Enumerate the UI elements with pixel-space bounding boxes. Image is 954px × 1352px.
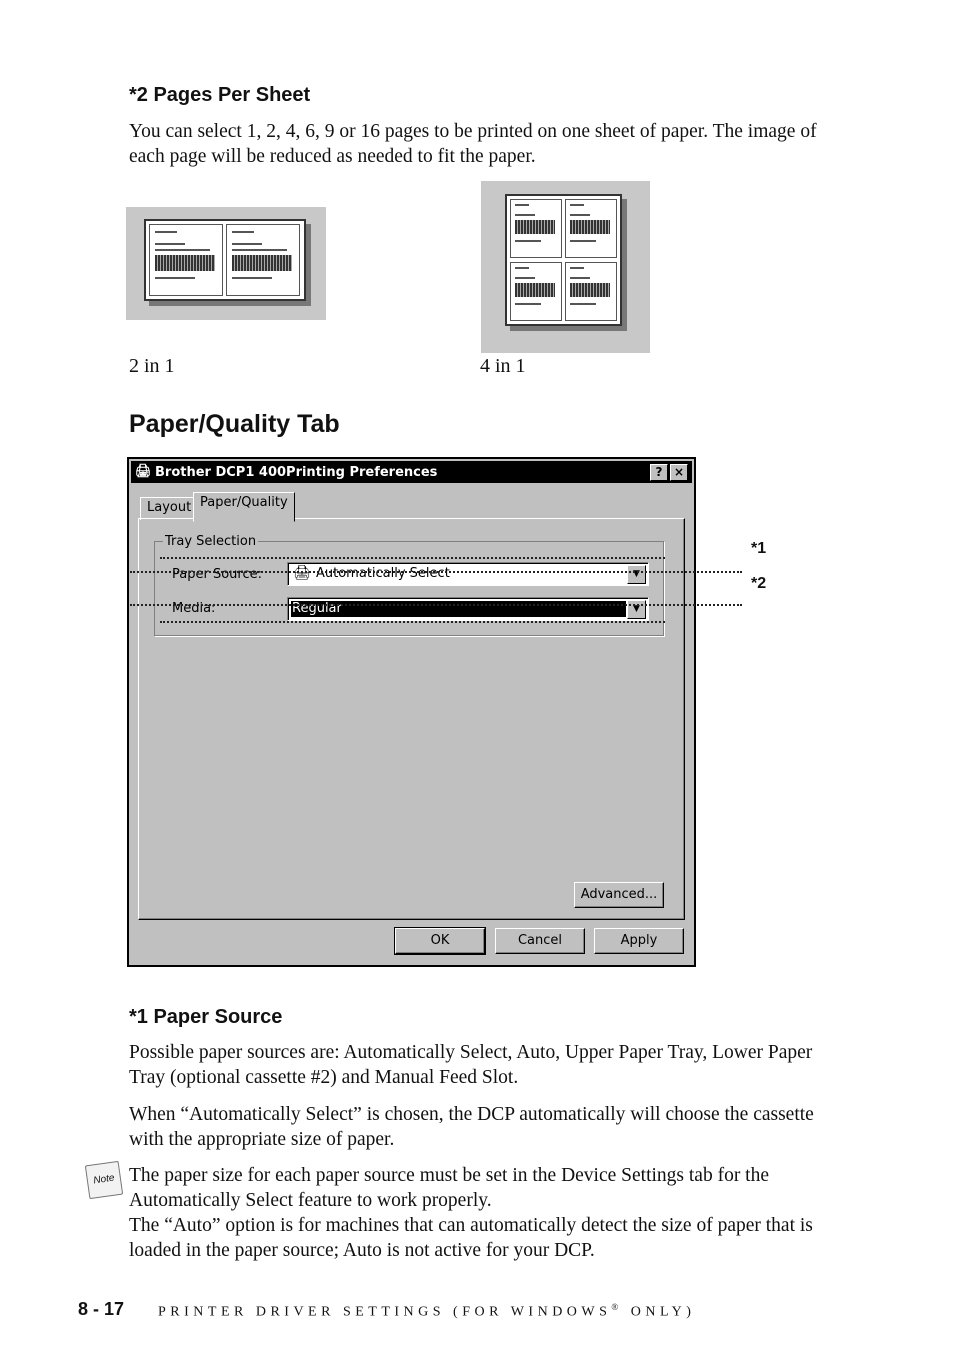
section-heading-paper-source: *1 Paper Source [129, 1006, 283, 1028]
close-button[interactable]: × [670, 464, 688, 481]
callout-outline-top [160, 557, 665, 559]
media-label: Media: [172, 601, 216, 616]
chevron-down-icon[interactable]: ▼ [627, 565, 646, 584]
running-footer [158, 1302, 695, 1321]
note-text [129, 1163, 829, 1263]
callout-line-1 [130, 571, 742, 573]
registered-mark: ® [611, 1302, 623, 1312]
caption-four-in-one: 4 in 1 [480, 355, 526, 377]
paper-source-value: Automatically Select [316, 566, 450, 581]
tab-paper-quality[interactable]: Paper/Quality [193, 492, 295, 522]
four-in-one-illustration [481, 181, 650, 353]
callout-label-1: *1 [751, 540, 767, 557]
media-select[interactable] [287, 597, 649, 621]
printing-preferences-dialog [127, 457, 696, 967]
two-in-one-illustration [126, 207, 326, 320]
cancel-button[interactable]: Cancel [495, 928, 585, 954]
callout-line-2 [130, 604, 742, 606]
pages-per-sheet-description [129, 119, 829, 169]
section-heading-paper-quality: Paper/Quality Tab [129, 410, 340, 438]
note-icon: Note [85, 1161, 123, 1199]
callout-label-2: *2 [751, 575, 767, 592]
dialog-title: Brother DCP1 400Printing Preferences [155, 465, 438, 480]
tray-selection-label: Tray Selection [165, 534, 257, 549]
ok-button[interactable]: OK [395, 928, 485, 954]
paper-source-select[interactable] [287, 562, 649, 586]
chevron-down-icon[interactable]: ▼ [627, 600, 646, 619]
footer-text: PRINTER DRIVER SETTINGS (FOR WINDOWS [158, 1304, 612, 1320]
tab-layout[interactable]: Layout [140, 497, 198, 520]
printer-icon: 🖨 [293, 565, 311, 581]
paper-source-text-1: Possible paper sources are: Automatically Select, Auto, Upper Paper Tray, Lower Paper Tray (optional cassette #2) and Manual Feed Slot. [129, 1042, 813, 1088]
page-number: 8 - 17 [78, 1299, 125, 1319]
pages-per-sheet-text: You can select 1, 2, 4, 6, 9 or 16 pages to be printed on one sheet of paper. The image of each page will be reduced as needed to fit the paper. [129, 121, 817, 167]
paper-source-text-2: When “Automatically Select” is chosen, the DCP automatically will choose the cassette with the appropriate size of paper. [129, 1104, 814, 1150]
callout-outline-bottom [160, 621, 665, 623]
note-line-2: The “Auto” option is for machines that can automatically detect the size of paper that is loaded in the paper source; Auto is not active for your DCP. [129, 1215, 813, 1261]
media-value: Regular [292, 601, 342, 616]
help-button[interactable]: ? [650, 464, 668, 481]
apply-button[interactable]: Apply [594, 928, 684, 954]
paper-source-label: Paper Source: [172, 567, 262, 582]
footer-text-end: ONLY) [622, 1304, 696, 1320]
dialog-titlebar[interactable] [131, 461, 692, 483]
advanced-button[interactable]: Advanced... [574, 882, 664, 908]
printer-icon: 🖨 [135, 464, 152, 479]
paper-source-description [129, 1040, 829, 1152]
note-line-1: The paper size for each paper source must be set in the Device Settings tab for the Automatically Select feature to work properly. [129, 1165, 770, 1211]
section-heading-pages-per-sheet: *2 Pages Per Sheet [129, 84, 311, 106]
caption-two-in-one: 2 in 1 [129, 355, 175, 377]
